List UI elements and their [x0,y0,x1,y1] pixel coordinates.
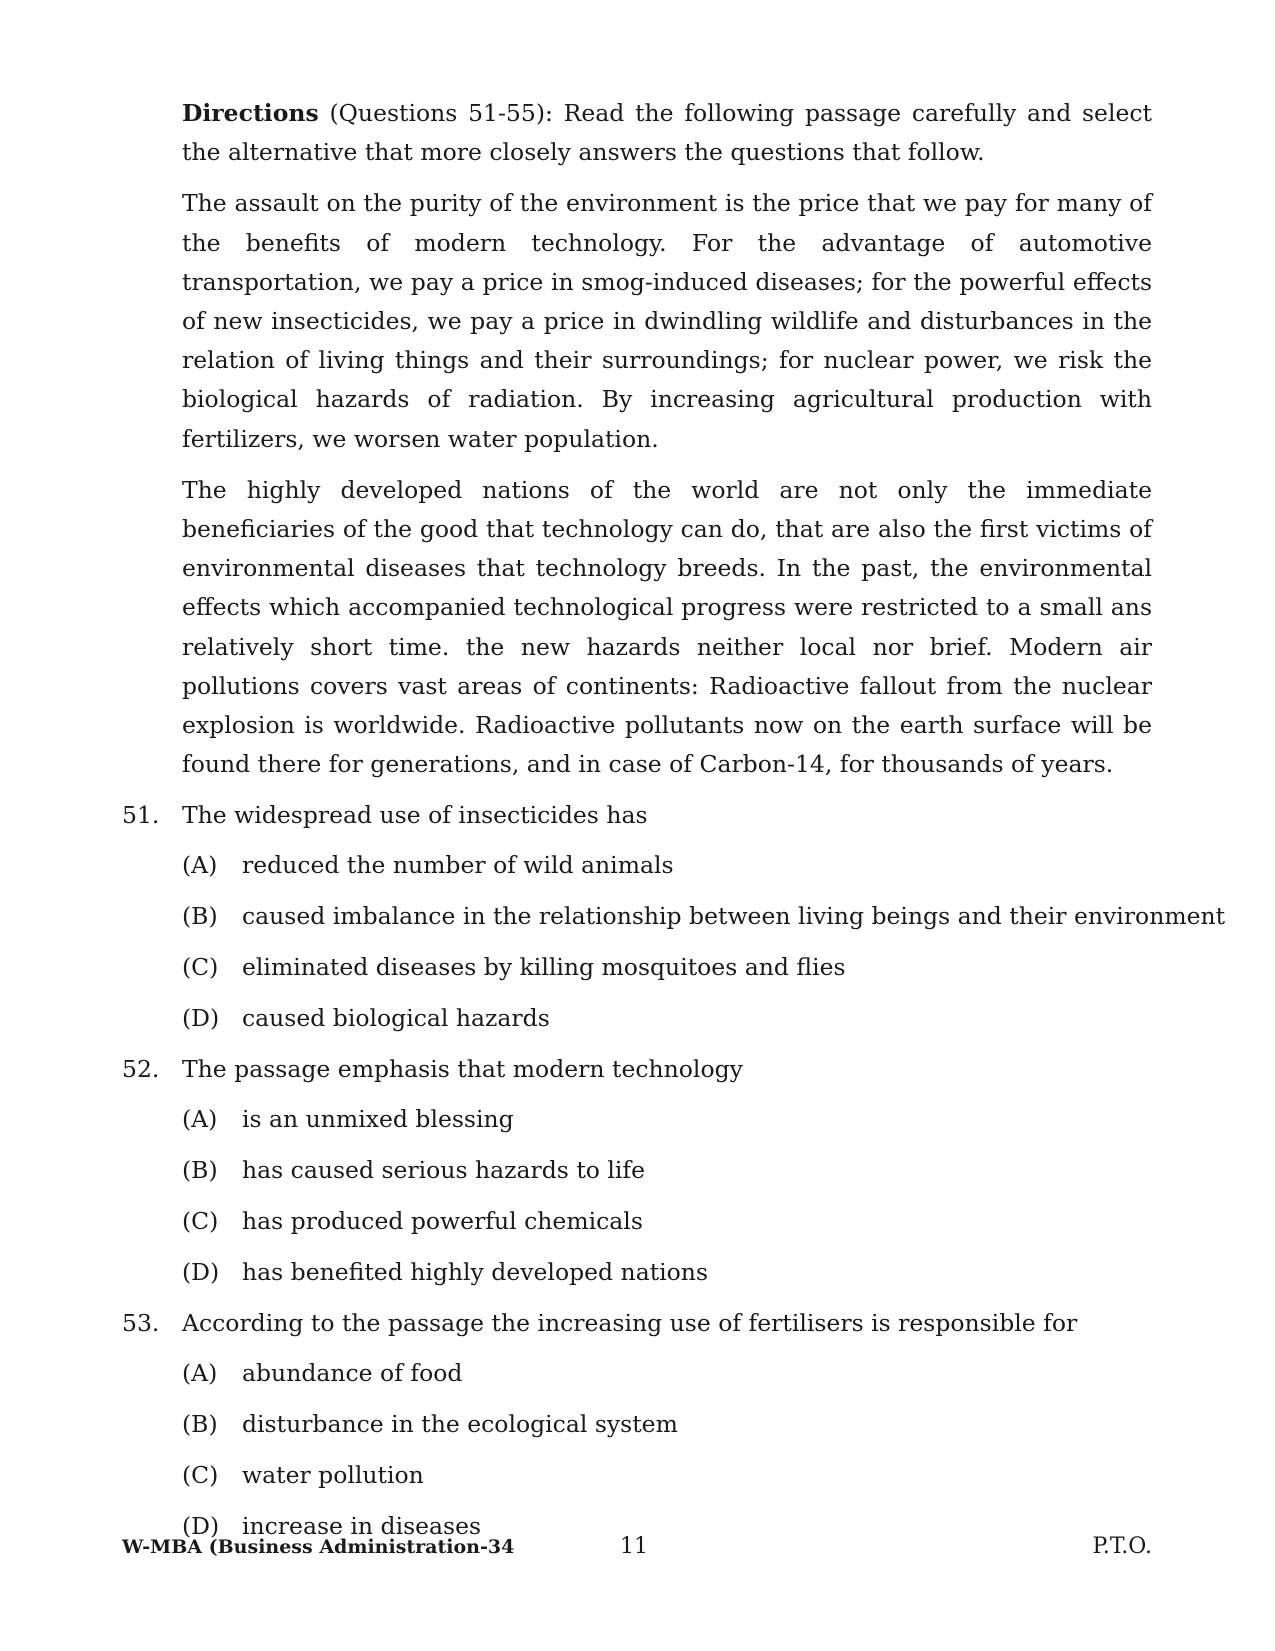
question-number: 52. [122,1055,160,1084]
option-text: increase in diseases [242,1512,482,1541]
option-letter: (A) [182,1359,218,1388]
option-52-d [182,1253,1152,1291]
option-letter: (D) [182,1512,220,1541]
passage-paragraph-2: The highly developed nations of the world are not only the immediate beneficiaries of the good that technology can do, that are also the first victims of environmental diseases that technology breeds. In the past, the environmental effects which accompanied technological progress were restricted to a small ans relatively short time. the new hazards neither local nor brief. Modern air pollutions covers vast areas of continents: Radioactive fallout from the nuclear explosion is worldwide. Radioactive pollutants now on the earth surface will be found there for generations, and in case of Carbon-14, for thousands of years. [182,475,1152,779]
footer-pto: P.T.O. [1092,1534,1152,1559]
option-53-b [182,1405,1152,1443]
option-letter: (D) [182,1258,220,1287]
question-51 [122,796,1152,834]
question-text: The widespread use of insecticides has [182,801,648,830]
option-51-c [182,948,1152,986]
option-51-d [182,999,1152,1037]
option-letter: (D) [182,1004,220,1033]
question-number: 51. [122,801,160,830]
question-number: 53. [122,1309,160,1338]
option-letter: (A) [182,851,218,880]
question-text: The passage emphasis that modern technology [182,1055,743,1084]
option-text: water pollution [242,1461,424,1490]
option-text: has produced powerful chemicals [242,1207,643,1236]
option-52-b [182,1151,1152,1189]
option-letter: (B) [182,1410,218,1439]
directions-paragraph [182,94,1152,172]
question-52 [122,1050,1152,1088]
option-text: has benefited highly developed nations [242,1258,709,1287]
option-51-b [182,897,1226,935]
page-number: 11 [620,1534,648,1559]
option-letter: (B) [182,1156,218,1185]
question-text: According to the passage the increasing use of fertilisers is responsible for [182,1309,1078,1338]
option-53-c [182,1456,1152,1494]
option-letter: (C) [182,1461,219,1490]
footer-paper-code: W-MBA (Business Administration-34 [122,1536,515,1558]
passage-paragraph-1: The assault on the purity of the environment is the price that we pay for many of the benefits of modern technology. For the advantage of automotive transportation, we pay a price in smog-induced diseases; for the powerful effects of new insecticides, we pay a price in dwindling wildlife and disturbances in the relation of living things and their surroundings; for nuclear power, we risk the biological hazards of radiation. By increasing agricultural production with fertilizers, we worsen water population. [182,189,1152,453]
option-text: is an unmixed blessing [242,1105,514,1134]
option-letter: (A) [182,1105,218,1134]
option-text: has caused serious hazards to life [242,1156,646,1185]
option-52-a [182,1100,1152,1138]
directions-text: (Questions 51-55): Read the following passage carefully and select the alternative that more closely answers the questions that follow. [182,99,1152,167]
question-53 [122,1304,1152,1342]
option-text: disturbance in the ecological system [242,1410,678,1439]
page-content [122,94,1226,1558]
directions-label: Directions [182,99,319,127]
option-text: eliminated diseases by killing mosquitoes and flies [242,953,846,982]
option-text: caused biological hazards [242,1004,550,1033]
option-letter: (C) [182,953,219,982]
option-text: reduced the number of wild animals [242,851,674,880]
option-letter: (B) [182,902,218,931]
option-53-a [182,1354,1152,1392]
option-letter: (C) [182,1207,219,1236]
option-51-a [182,846,1152,884]
option-text: abundance of food [242,1359,463,1388]
page-footer [122,1532,1152,1566]
option-52-c [182,1202,1152,1240]
option-text: caused imbalance in the relationship between living beings and their environment [242,902,1226,931]
